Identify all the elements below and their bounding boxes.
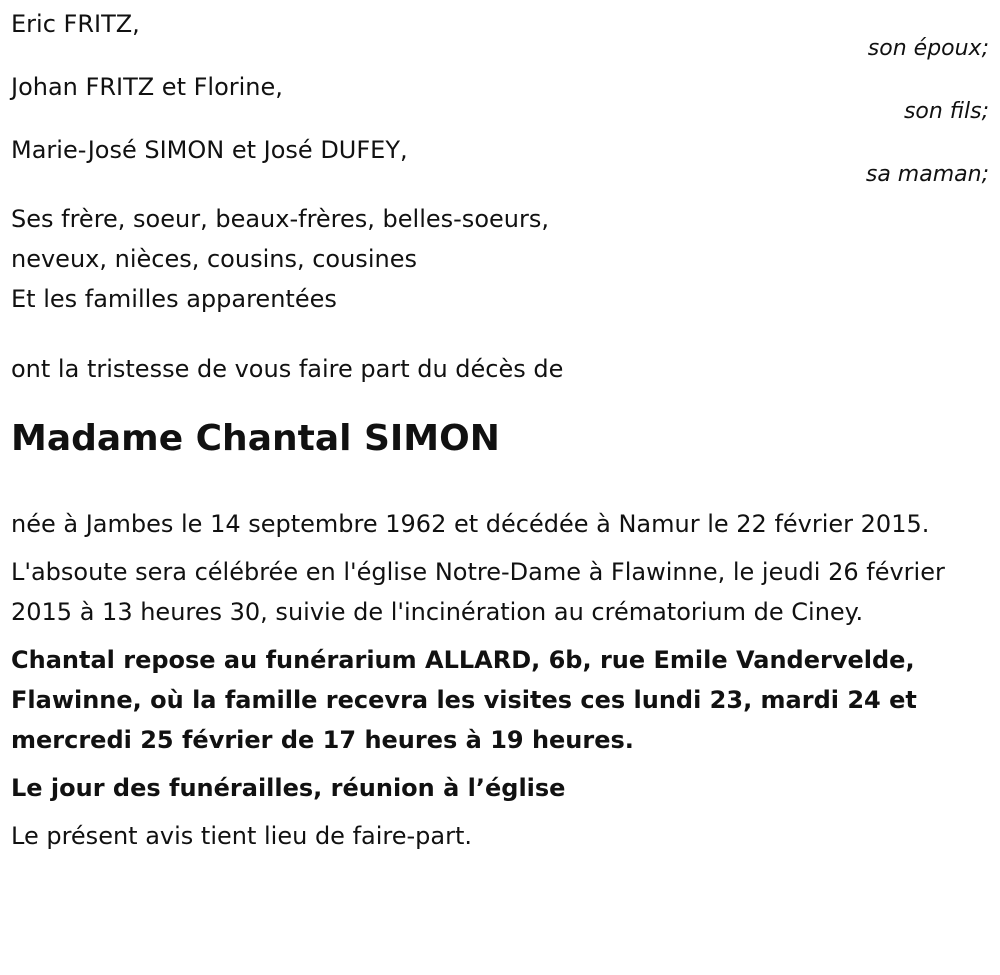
family-line: neveux, nièces, cousins, cousines xyxy=(11,245,417,273)
birth-death-details: née à Jambes le 14 septembre 1962 et décédée à Namur le 22 février 2015. xyxy=(11,510,930,538)
announcement-intro: ont la tristesse de vous faire part du décès de xyxy=(11,355,564,383)
notice-text: Le présent avis tient lieu de faire-part. xyxy=(11,822,473,850)
visitation-details: Chantal repose au funérarium ALLARD, 6b, rue Emile Vandervelde, Flawinne, où la famille recevra les visites ces lundi 23, mardi 24 et mercredi 25 février de 17 heures à 19 heures. xyxy=(11,646,917,754)
relative-relation: son époux; xyxy=(867,36,989,61)
extended-family xyxy=(11,199,989,319)
ceremony-details: L'absoute sera célébrée en l'église Notre-Dame à Flawinne, le jeudi 26 février 2015 à 13 heures 30, suivie de l'incinération au crématorium de Ciney. xyxy=(11,558,945,626)
deceased-name: Madame Chantal SIMON xyxy=(11,418,500,459)
relative-entry-son xyxy=(11,63,989,126)
relative-name: Marie-José SIMON et José DUFEY, xyxy=(11,136,408,164)
family-line: Et les familles apparentées xyxy=(11,285,337,313)
relative-name: Johan FRITZ et Florine, xyxy=(11,73,283,101)
relative-entry-mother xyxy=(11,126,989,189)
family-line: Ses frère, soeur, beaux-frères, belles-soeurs, xyxy=(11,205,549,233)
obituary-notice xyxy=(11,0,989,856)
relative-name: Eric FRITZ, xyxy=(11,10,140,38)
relative-entry-spouse xyxy=(11,0,989,63)
relative-relation: sa maman; xyxy=(865,162,989,187)
funeral-day-details: Le jour des funérailles, réunion à l’église xyxy=(11,774,566,802)
relative-relation: son fils; xyxy=(903,99,989,124)
